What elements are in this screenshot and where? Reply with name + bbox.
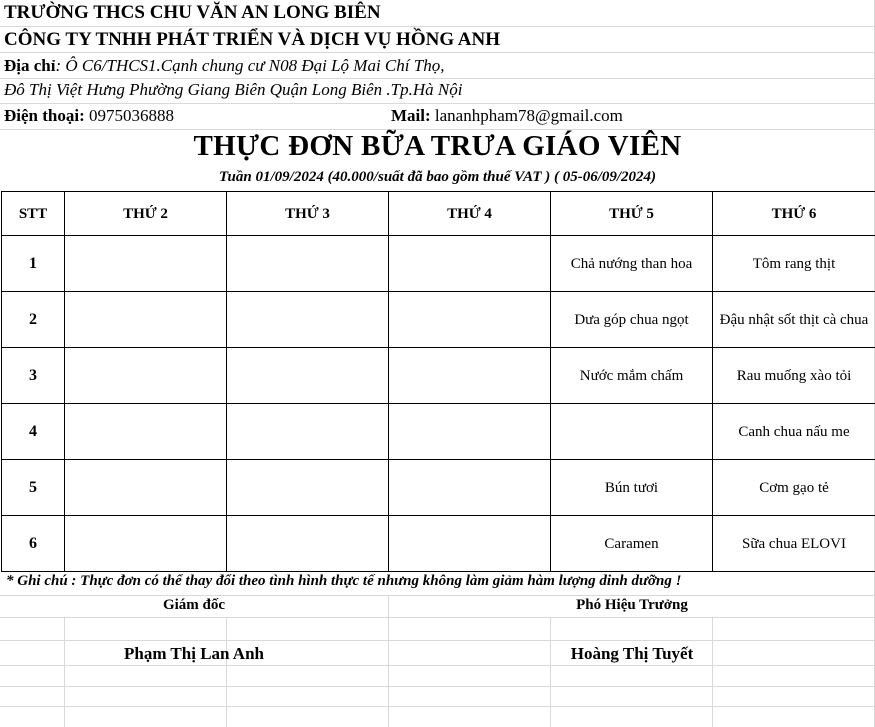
row-number: 2: [2, 292, 65, 348]
address-text-1: : Ô C6/THCS1.Cạnh chung cư N08 Đại Lộ Mai Chí Thọ,: [55, 56, 445, 75]
gridline: [0, 103, 875, 104]
table-cell: Nước mắm chấm: [551, 348, 713, 404]
table-cell: [389, 516, 551, 572]
director-title: Giám đốc: [162, 597, 226, 613]
gridline: [0, 595, 875, 596]
table-cell: [389, 404, 551, 460]
table-row: [2, 292, 875, 348]
table-cell: [65, 404, 227, 460]
table-cell: [389, 292, 551, 348]
phone-line: [4, 106, 174, 126]
table-row: [2, 516, 875, 572]
address-label: Địa chỉ: [4, 56, 56, 75]
table-cell: Rau muống xào tỏi: [713, 348, 875, 404]
table-cell: [227, 236, 389, 292]
director-name: Phạm Thị Lan Anh: [123, 644, 264, 663]
gridline: [0, 78, 875, 79]
gridline: [388, 595, 389, 727]
table-cell: [551, 404, 713, 460]
gridline: [0, 617, 875, 618]
gridline: [0, 706, 875, 707]
vice-principal-name: Hoàng Thị Tuyết: [570, 644, 694, 663]
address-line-1: [4, 56, 444, 76]
table-cell: [227, 460, 389, 516]
row-number: 4: [2, 404, 65, 460]
gridline: [0, 52, 875, 53]
table-cell: [65, 348, 227, 404]
table-cell: Caramen: [551, 516, 713, 572]
gridline: [0, 665, 875, 666]
gridline: [0, 640, 875, 641]
table-row: [2, 348, 875, 404]
mail-label: Mail:: [391, 106, 431, 125]
address-line-2: Đô Thị Việt Hưng Phường Giang Biên Quận Long Biên .Tp.Hà Nội: [4, 80, 463, 99]
table-cell: [227, 404, 389, 460]
week-info: Tuần 01/09/2024 (40.000/suất đã bao gồm thuế VAT ) ( 05-06/09/2024): [218, 169, 657, 185]
table-cell: Cơm gạo tẻ: [713, 460, 875, 516]
table-cell: [389, 460, 551, 516]
table-header-row: [2, 192, 875, 236]
vice-principal-title: Phó Hiệu Trưởng: [576, 597, 688, 613]
gridline: [0, 686, 875, 687]
table-cell: [65, 516, 227, 572]
row-number: 1: [2, 236, 65, 292]
mail-value: lananhpham78@gmail.com: [430, 106, 623, 125]
column-header-thursday: THỨ 5: [551, 192, 713, 236]
column-header-stt: STT: [2, 192, 65, 236]
table-row: [2, 404, 875, 460]
gridline: [550, 617, 551, 727]
company-name: CÔNG TY TNHH PHÁT TRIỂN VÀ DỊCH VỤ HỒNG ANH: [4, 29, 501, 50]
table-cell: Canh chua nấu me: [713, 404, 875, 460]
menu-table: [1, 191, 875, 572]
table-cell: Chả nướng than hoa: [551, 236, 713, 292]
menu-title: THỰC ĐƠN BỮA TRƯA GIÁO VIÊN: [193, 130, 682, 162]
column-header-monday: THỨ 2: [65, 192, 227, 236]
column-header-tuesday: THỨ 3: [227, 192, 389, 236]
table-cell: Tôm rang thịt: [713, 236, 875, 292]
column-header-friday: THỨ 6: [713, 192, 875, 236]
table-row: [2, 460, 875, 516]
row-number: 3: [2, 348, 65, 404]
row-number: 5: [2, 460, 65, 516]
phone-label: Điện thoại:: [4, 106, 85, 125]
footnote: * Ghi chú : Thực đơn có thể thay đổi theo tình hình thực tế nhưng không làm giảm hàm lượng dinh dưỡng !: [6, 573, 682, 589]
table-row: [2, 236, 875, 292]
table-cell: [65, 460, 227, 516]
table-cell: [389, 348, 551, 404]
gridline: [64, 617, 65, 727]
table-cell: [65, 236, 227, 292]
mail-line: [391, 106, 623, 126]
table-cell: Sữa chua ELOVI: [713, 516, 875, 572]
table-cell: [65, 292, 227, 348]
school-name: TRƯỜNG THCS CHU VĂN AN LONG BIÊN: [4, 2, 381, 23]
table-cell: [227, 292, 389, 348]
table-cell: Dưa góp chua ngọt: [551, 292, 713, 348]
gridline: [226, 617, 227, 727]
table-cell: [227, 516, 389, 572]
gridline: [712, 617, 713, 727]
table-cell: [389, 236, 551, 292]
table-cell: Bún tươi: [551, 460, 713, 516]
row-number: 6: [2, 516, 65, 572]
column-header-wednesday: THỨ 4: [389, 192, 551, 236]
gridline: [0, 26, 875, 27]
table-cell: Đậu nhật sốt thịt cà chua: [713, 292, 875, 348]
phone-value: 0975036888: [84, 106, 174, 125]
table-cell: [227, 348, 389, 404]
